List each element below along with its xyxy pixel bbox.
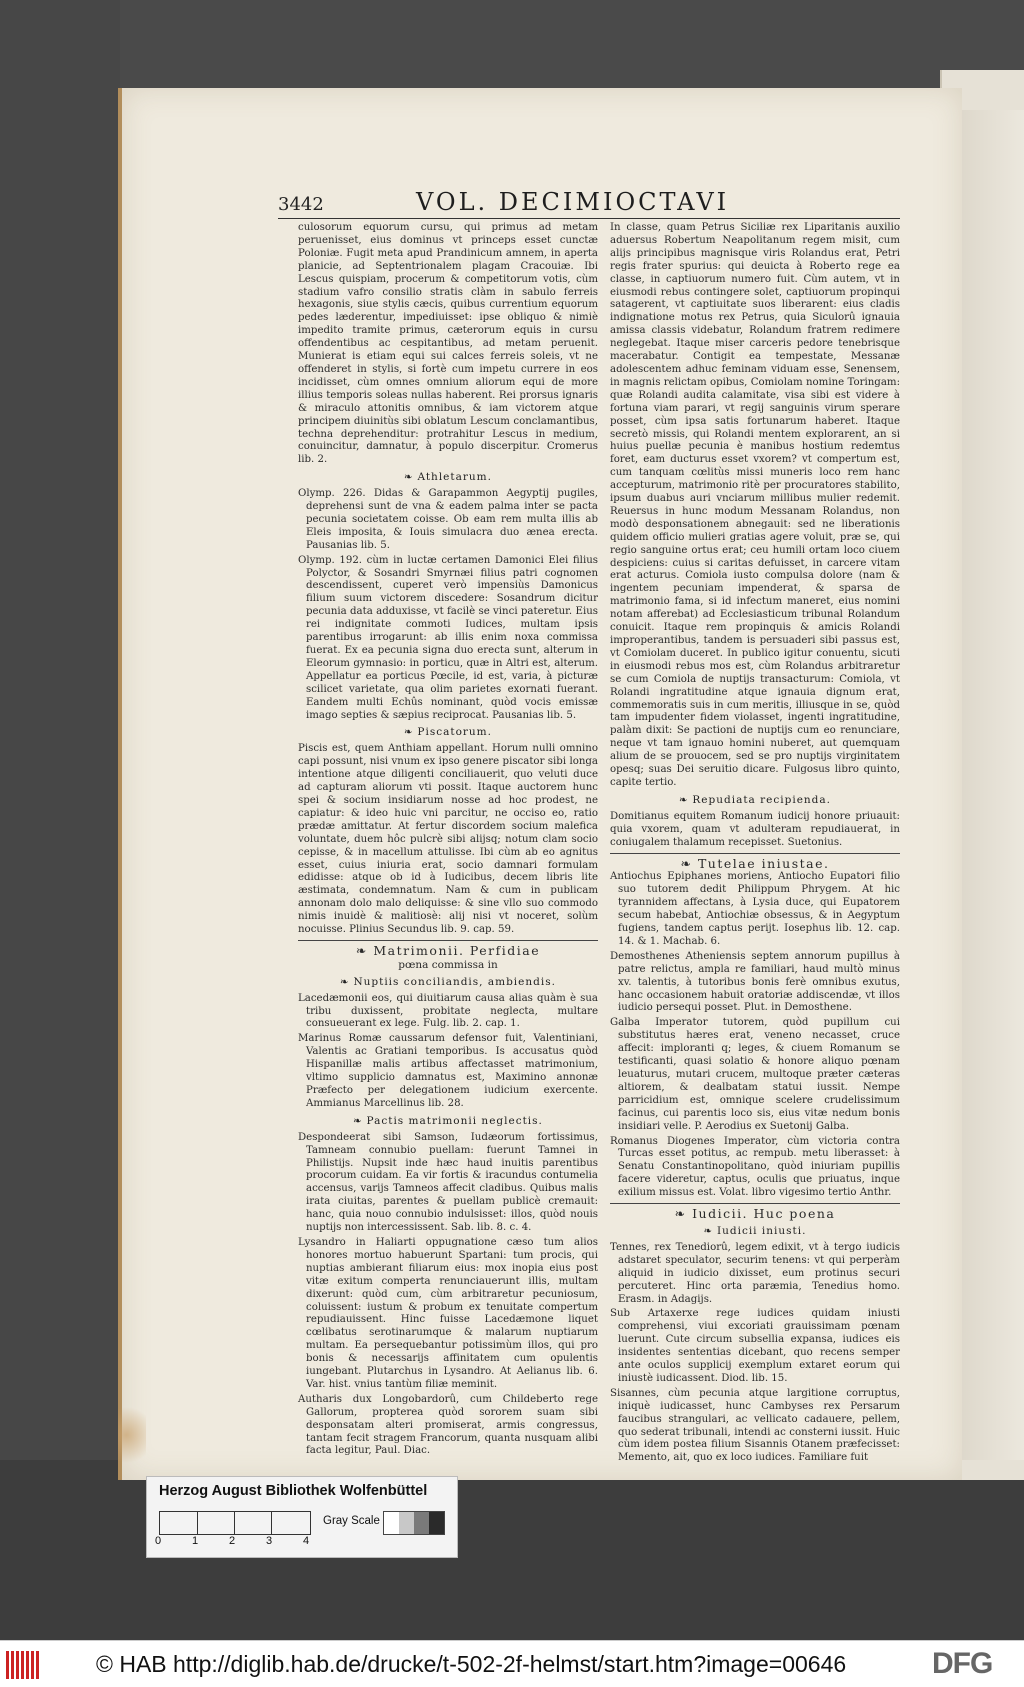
ruler-scale <box>159 1511 311 1535</box>
ruler-number: 4 <box>303 1535 310 1547</box>
barcode-logo-icon <box>6 1651 46 1679</box>
paragraph: Lacedæmonii eos, qui diuitiarum causa alias quàm è sua tribu duxissent, probitate neglecta, multare consueuerant ex lege. Fulg. lib. 2. cap. 1. <box>298 992 598 1030</box>
page-number: 3442 <box>278 194 324 215</box>
dfg-logo: DFG <box>932 1647 993 1680</box>
right-column <box>610 222 900 1467</box>
paragraph: Demosthenes Atheniensis septem annorum pupillus à patre relictus, ampla re familiari, haud multò minus xv. talentis, à tutoribus bonis ferè omnibus exutus, hanc occasionem habuit oratoriæ addiscendæ, vt illos iudicio persequi posset. Plut. in Demosthene. <box>610 950 900 1014</box>
section-rule <box>610 853 900 854</box>
section-heading-iudicii-iniusti: ❧ Iudicii iniusti. <box>703 1224 807 1237</box>
page-header <box>278 188 918 220</box>
paragraph: Romanus Diogenes Imperator, cùm victoria contra Turcas esset potitus, ac rempub. metu liberasset: à Senatu Constantinopolitano, quòd iniuriam pupillis facere videretur, captus, oculis que priuatus, inque exilium missus est. Volat. libro vigesimo tertio Anthr. <box>610 1135 900 1199</box>
paragraph: Despondeerat sibi Samson, Iudæorum fortissimus, Tamneam connubio puellam: fuerunt Tamnei in Philistijs. Nupsit inde hæc haud inuitis parentibus procorum cuidam. Ea vir fortis & iracundus contumelia accensus, varijs Tamneos affecit cladibus. Quibus malis irata ciuitas, parentes & puellam publicè cremauit: hanc, quia nouo connubio indulsisset: illos, quòd nouis nuptijs non intercessissent. Sab. lib. 8. c. 4. <box>298 1131 598 1234</box>
fleuron-icon: ❧ <box>703 1225 713 1237</box>
left-column <box>298 222 598 1460</box>
paragraph: Lysandro in Haliarti oppugnatione cæso tum alios honores mortuo habuerunt Spartani: tum procis, qui nuptias ambierant filiarum eius: mox inopia eius post vitæ exitum comperta renunciauerunt illis, multam dixerunt: quòd cum, cùm arbitraretur pecuniosum, coluissent: iustum & probum ex tenuitate compertum repudiauissent. Hinc fuisse Lacedæmone liquet cœlibatus serotinarumque & malarum nuptiarum multam. Ea persequebantur potissimùm illos, qui pro bonis & necessarijs affinitatem cum opulentis iungebant. Plutarchus in Lysandro. At Aelianus lib. 6. Var. hist. vnius tantùm filiæ meminit. <box>298 1236 598 1390</box>
fleuron-icon: ❧ <box>404 727 414 739</box>
page-stain <box>118 1400 146 1470</box>
library-name: Herzog August Bibliothek Wolfenbüttel <box>159 1483 428 1499</box>
paragraph: Marinus Romæ caussarum defensor fuit, Valentiniani, Valentis ac Gratiani temporibus. Is accusatus quòd Hispanillæ malis artibus affectasset matrimonium, vltimo supplicio damnatus est, Maximino annonæ Præfecto per delegationem iudicium exercente. Ammianus Marcellinus lib. 28. <box>298 1033 598 1109</box>
gray-scale-label: Gray Scale <box>323 1515 380 1527</box>
major-heading-tutelae: ❧ Tutelae iniustae. <box>680 855 830 871</box>
fleuron-icon: ❧ <box>404 472 414 484</box>
right-opening-text: In classe, quam Petrus Siciliæ rex Liparitanis auxilio aduersus Robertum Neapolitanum regem misit, cum alijs principibus magnisque viris Rolandus erat, Petri regis frater spurius: qui deuicta à Roberto rege ea classe, in captiuorum numero fuit. Cùm autem, vt in eiusmodi rebus contingere solet, captiuorum propinqui satagerent, vt captiuitate suos liberarent: eius cladis indignatione motus rex Petrus, quia Siculorû ignauia amissa classis videbatur, Rolandum fratrem redimere neglegebat. Itaque miser carceris pedore tenebrisque macerabatur. Contigit ea tempestate, Messanæ adolescentem adhuc feminam viduam esse, Senensem, in magnis relictam opibus, Comiolam nomine Toringam: quæ Rolandi audita calamitate, visa sibi est videre à fortuna viam parari, vt regij sanguinis virum sperare posset, cùm ipsa satis fortunarum haberet. Itaque secretò missis, qui Rolandi mentem explorarent, an si huius puellæ pecunia è manibus hostium redemtus foret, eam ducturus esset vxorem? vt compertum est, cum tanquam cœlitùs missi muneris loco rem hanc accepturum, matrimonio ritè per procuratores stabilito, ipsum duabus auri vnciarum millibus mulier redemit. Reuersus in hunc modum Messanam Rolandus, non modò desponsationem abnegauit: sed ne liberationis quidem officio mulieri gratias agere voluit, præ se, qui regio sanguine ortus erat; ceu humili ortam loco ciuem despiciens: cuius si caritas defuisset, in carcere vitam erat acturus. Comiola iusto compulsa dolore (nam & ingentem pecuniam impenderat, & sparsa de matrimonio fama, si id infectum maneret, eius nomini notam afferebat) ad Ecclesiasticum tribunal Rolandum conuicit. Itaque rem propinquis & amicis Rolandi improperantibus, tandem is persuaderi sibi passus est, vt Comiolam duceret. In publico igitur conuentu, sicuti in eiusmodi rebus mos est, cùm Rolandus arbitraretur se cum Comiola de nuptijs transacturum: Comiola, vt Rolandi ingratitudine atque ignauia dignum erat, commemoratis suis in cum meritis, illiusque in se, quòd tam impudenter fidem violasset, ingenti ingratitudine, palàm dixit: Se pactioni de nuptijs cum eo renunciare, neque vt tam ignauo homini nuberet, aut quemquam alium de se prouocem, sed se pro nuptijs virginitatem opesq; suas Dei seruitio dicare. Fulgosus libro quinto, capite tertio. <box>610 222 900 788</box>
fleuron-icon: ❧ <box>679 794 689 806</box>
section-rule <box>610 1203 900 1204</box>
major-heading-iudicii: ❧ Iudicii. Huc poena <box>674 1206 836 1222</box>
fleuron-icon: ❧ <box>680 855 698 871</box>
paragraph: Autharis dux Longobardorû, cum Childeberto rege Gallorum, propterea quòd sororem suam sibi desponsatam alteri promiserat, armis congressus, tantam fecit stragem Francorum, quanta nusquam alibi facta legitur, Paul. Diac. <box>298 1393 598 1457</box>
gray-swatch <box>429 1512 444 1534</box>
paragraph: Sub Artaxerxe rege iudices quidam iniusti comprehensi, viui excoriati grauissimam pœnam luerunt. Cute circum subsellia expansa, iudices eis insidentes sententias dicebant, quo recens semper ante oculos supplicij exemplum extaret eorum qui iniustè iudicassent. Diod. lib. 15. <box>610 1308 900 1384</box>
background-left <box>0 0 120 1640</box>
running-head: VOL. DECIMIOCTAVI <box>416 188 730 216</box>
section-heading-repudiata: ❧ Repudiata recipienda. <box>679 793 831 806</box>
footer-url-text[interactable]: © HAB http://diglib.hab.de/drucke/t-502-2f-helmst/start.htm?image=00646 <box>96 1651 847 1677</box>
paragraph: Sisannes, cùm pecunia atque largitione corruptus, iniquè iudicasset, hunc Cambyses rex Persarum faucibus strangulari, ac vellicato cadauere, pellem, quo sederat tribunali, intendi ac consterni iussit. Huic cùm idem postea filium Sisannis Otanem præfecisset: Memento, ait, quo ex loco iudices. Familiare fuit <box>610 1387 900 1464</box>
ruler-number: 0 <box>155 1535 162 1547</box>
section-heading-athletarum: ❧ Athletarum. <box>404 471 492 484</box>
gray-swatch <box>414 1512 429 1534</box>
fleuron-icon: ❧ <box>340 976 350 988</box>
section-heading-nuptiis: ❧ Nuptiis conciliandis, ambiendis. <box>340 975 556 988</box>
fleuron-icon: ❧ <box>353 1115 363 1127</box>
paragraph: Olymp. 226. Didas & Garapammon Aegyptij pugiles, deprehensi sunt de vna & eadem palma inter se pacta pecunia societatem coisse. Ob eam rem multa illis ab Eleis imposita, & Iouis simulacra duo ænea erecta. Pausanias lib. 5. <box>298 488 598 551</box>
paragraph: Olymp. 192. cùm in luctæ certamen Damonici Elei filius Polyctor, & Sosandri Smyrnæi filius patri cognomen descendissent, cuperet verò impensiùs Damonicus filium suum victorem discedere: Sosandrum dicitur pecunia data adduxisse, vt facilè se vinci pateretur. Eius rei indignitate commoti Iudices, multam ipsis parentibus irrogarunt: ab illis enim noxa commissa fuerat. Ex ea pecunia signa duo erecta sunt, alterum in Eleorum gymnasio: in porticu, quæ in Altri est, alterum. Appellatur ea porticus Pœcile, id est, varia, à picturæ scilicet varietate, qua olim parietes exornati fuerant. Eandem multi Echûs nominant, quòd vocis emissæ imago septies & sæpius reciprocat. Pausanias lib. 5. <box>298 554 598 721</box>
section-rule <box>298 940 598 941</box>
gray-scale-swatches <box>383 1511 445 1535</box>
paragraph: Piscis est, quem Anthiam appellant. Horum nulli omnino capi possunt, nisi vnum ex ipso genere piscator sibi longa intentione atque diligenti conciliauerit, quo veluti duce ad capturam aliorum vti possit. Itaque auctorem hunc spei & socium insidiarum nosse ad hoc prodest, ne capiatur: & ideo huic vni parcitur, ne occiso eo, ratio prædæ amittatur. At fertur discordem socium malefica voluntate, duem hôc pulcrè sibi alijsq; notum clam socio cepisse, & in macellum attulisse. Ibi cùm ab eo agnitus esset, cuius iniuria erat, socio damnari formulam edidisse: atque ob id à Iudicibus, decem libris lite æstimata, condemnatum. Nam & cum in publicam annonam dolo malo deliquisse: & sine vllo suo commodo nimis inuidè & malitiosè: alij nisi vt noceret, solùm nocuisse. Plinius Secundus lib. 9. cap. 59. <box>298 743 598 936</box>
library-color-card <box>146 1476 458 1558</box>
major-heading-matrimonii: ❧ Matrimonii. Perfidiae <box>355 942 541 958</box>
ruler-number: 3 <box>266 1535 273 1547</box>
major-subheading: pœna commissa in <box>398 958 498 971</box>
gray-swatch <box>399 1512 414 1534</box>
ruler-number: 1 <box>192 1535 199 1547</box>
section-heading-pactis: ❧ Pactis matrimonii neglectis. <box>353 1114 543 1127</box>
paragraph: Galba Imperator tutorem, quòd pupillum cui substitutus hæres erat, veneno necasset, cruce affecit: imploranti q; leges, & ciuem Romanum se testificanti, quasi solatio & honore aliquo pœnam leuaturus, mutari crucem, multoque præter cæteras altiorem, & dealbatam statui iussit. Nempe parricidium est, omnique scelere crudelissimum facinus, cui parentis loco sis, eius vitæ nedum bonis insidiari velle. P. Aerodius ex Suetonij Galba. <box>610 1017 900 1132</box>
left-opening-text: culosorum equorum cursu, qui primus ad metam peruenisset, eius dominus vt princeps esset cunctæ Poloniæ. Fugit meta apud Prandinicum amnem, in aperta planicie, ad Septentrionalem plagam Cracouiæ. Ibi Lescus quispiam, procerum & competitorum votis, cùm stadium vafro consilio stratis clàm in sabulo ferreis hexagonis, siue stylis cæcis, quibus currentium equorum pedes læderentur, impediuisset: ipse obliquo & nimiè impedito tramite primus, cæterorum equis in cursu offendentibus ac cespitantibus, ad metam peruenit. Munierat is etiam equi sui calces ferreis soleis, vt ne offenderet in stylis, si fortè cum impetu currere in eos incidisset, cùm omnes omnium aliorum equi de more illius temporis soleas nullas haberent. Rei prorsus ignaris & miraculo attonitis omnibus, & iam victorem atque principem diuinitùs sibi oblatum Lescum conclamantibus, techna deprehenditur: protrahitur Lescus in medium, conuincitur, damnatur, à populo discerpitur. Cromerus lib. 2. <box>298 222 598 466</box>
ruler-number: 2 <box>229 1535 236 1547</box>
paragraph: Domitianus equitem Romanum iudicij honore priuauit: quia vxorem, quam vt adulteram repudiauerat, in coniugalem thalamum recepisset. Suetonius. <box>610 810 900 848</box>
paragraph: Tennes, rex Tenediorû, legem edixit, vt à tergo iudicis adstaret speculator, securim tenens: vt qui perperàm aliquid in iudicio dixisset, eum protinus securi percuteret. Hinc orta paræmia, Tenedius homo. Erasm. in Adagijs. <box>610 1241 900 1305</box>
fleuron-icon: ❧ <box>674 1206 693 1222</box>
fleuron-icon: ❧ <box>355 942 374 958</box>
header-rule <box>278 218 900 219</box>
paragraph: Antiochus Epiphanes moriens, Antiocho Eupatori filio suo tutorem dedit Philippum Phrygem. At hic tyrannidem affectans, à Lysia duce, qui Eupatorem secum habebat, Antiochiæ obsessus, & in Aegyptum fugiens, tandem captus perijt. Iosephus lib. 12. cap. 14. & 1. Machab. 6. <box>610 871 900 947</box>
footer-bar <box>0 1640 1024 1687</box>
section-heading-piscatorum: ❧ Piscatorum. <box>404 726 492 739</box>
gray-swatch <box>384 1512 399 1534</box>
